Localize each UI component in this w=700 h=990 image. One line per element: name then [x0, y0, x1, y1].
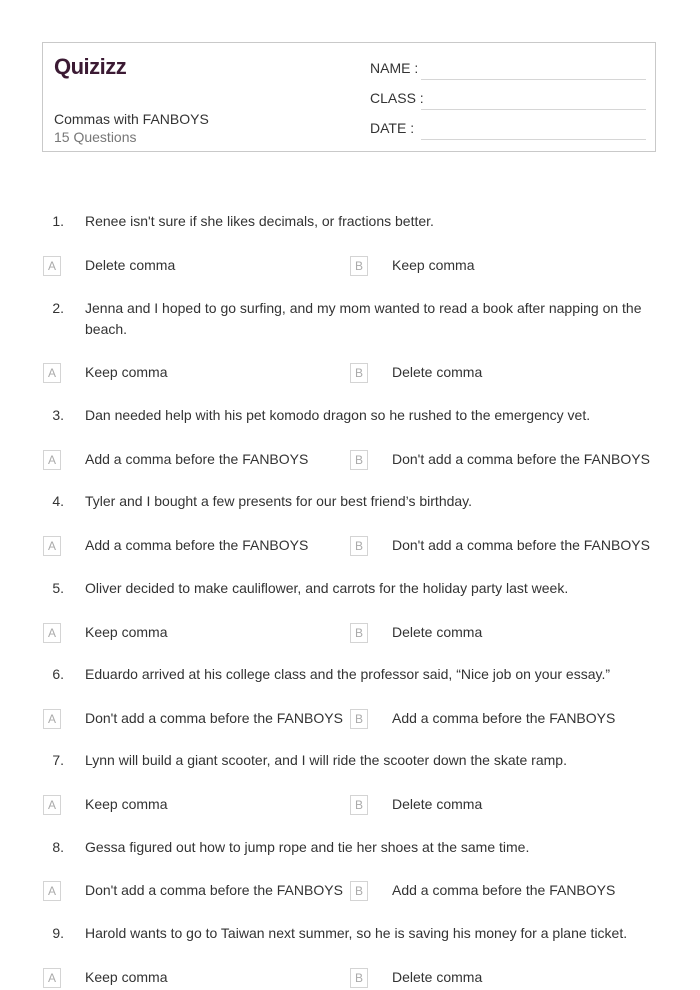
option-a-text[interactable]: Don't add a comma before the FANBOYS [85, 710, 343, 726]
option-b-text[interactable]: Keep comma [392, 257, 475, 273]
option-b-box[interactable]: B [350, 450, 368, 470]
class-line [421, 109, 646, 110]
question-text: Eduardo arrived at his college class and the professor said, “Nice job on your essay.” [85, 666, 611, 682]
question-text: Oliver decided to make cauliflower, and carrots for the holiday party last week. [85, 580, 569, 596]
date-field[interactable] [370, 120, 646, 140]
option-a-box[interactable]: A [43, 795, 61, 815]
option-a-box[interactable]: A [43, 450, 61, 470]
question-number: 1. [52, 213, 64, 229]
option-a-box[interactable]: A [43, 709, 61, 729]
quizizz-logo: Quizizz [54, 54, 127, 79]
option-a-box[interactable]: A [43, 623, 61, 643]
option-b-text[interactable]: Delete comma [392, 969, 483, 985]
option-a-text[interactable]: Delete comma [85, 257, 176, 273]
option-b-text[interactable]: Don't add a comma before the FANBOYS [392, 451, 650, 467]
option-a-text[interactable]: Add a comma before the FANBOYS [85, 451, 309, 467]
option-a-text[interactable]: Add a comma before the FANBOYS [85, 537, 309, 553]
question-number: 3. [52, 407, 64, 423]
option-b-box[interactable]: B [350, 709, 368, 729]
question-number: 5. [52, 580, 64, 596]
option-a-box[interactable]: A [43, 536, 61, 556]
option-a-box[interactable]: A [43, 363, 61, 383]
question-count: 15 Questions [54, 129, 137, 145]
question-text: Jenna and I hoped to go surfing, and my mom wanted to read a book after napping on the beach. [85, 300, 642, 337]
option-b-box[interactable]: B [350, 363, 368, 383]
question-number: 7. [52, 752, 64, 768]
option-b-text[interactable]: Add a comma before the FANBOYS [392, 710, 616, 726]
option-b-text[interactable]: Add a comma before the FANBOYS [392, 882, 616, 898]
option-a-text[interactable]: Keep comma [85, 364, 168, 380]
name-line [421, 79, 646, 80]
option-b-box[interactable]: B [350, 256, 368, 276]
question-number: 8. [52, 839, 64, 855]
name-field[interactable] [370, 60, 646, 80]
option-a-box[interactable]: A [43, 881, 61, 901]
option-b-text[interactable]: Delete comma [392, 624, 483, 640]
option-a-text[interactable]: Keep comma [85, 624, 168, 640]
class-label: CLASS : [370, 90, 424, 106]
option-b-text[interactable]: Delete comma [392, 364, 483, 380]
question-number: 4. [52, 493, 64, 509]
question-text: Gessa figured out how to jump rope and tie her shoes at the same time. [85, 839, 530, 855]
option-b-box[interactable]: B [350, 623, 368, 643]
option-b-text[interactable]: Delete comma [392, 796, 483, 812]
date-label: DATE : [370, 120, 415, 136]
option-a-text[interactable]: Keep comma [85, 969, 168, 985]
worksheet-header [42, 42, 656, 152]
option-a-text[interactable]: Keep comma [85, 796, 168, 812]
question-text: Dan needed help with his pet komodo dragon so he rushed to the emergency vet. [85, 407, 591, 423]
question-number: 6. [52, 666, 64, 682]
question-number: 9. [52, 925, 64, 941]
option-b-box[interactable]: B [350, 536, 368, 556]
worksheet-title: Commas with FANBOYS [54, 111, 209, 127]
question-text: Tyler and I bought a few presents for our best friend’s birthday. [85, 493, 473, 509]
question-number: 2. [52, 300, 64, 316]
option-a-box[interactable]: A [43, 968, 61, 988]
option-b-box[interactable]: B [350, 795, 368, 815]
name-label: NAME : [370, 60, 419, 76]
question-text: Lynn will build a giant scooter, and I will ride the scooter down the skate ramp. [85, 752, 567, 768]
date-line [421, 139, 646, 140]
option-b-box[interactable]: B [350, 881, 368, 901]
option-a-text[interactable]: Don't add a comma before the FANBOYS [85, 882, 343, 898]
option-b-box[interactable]: B [350, 968, 368, 988]
question-text: Harold wants to go to Taiwan next summer, so he is saving his money for a plane ticket. [85, 925, 628, 941]
class-field[interactable] [370, 90, 646, 110]
option-b-text[interactable]: Don't add a comma before the FANBOYS [392, 537, 650, 553]
option-a-box[interactable]: A [43, 256, 61, 276]
question-text: Renee isn't sure if she likes decimals, or fractions better. [85, 213, 434, 229]
